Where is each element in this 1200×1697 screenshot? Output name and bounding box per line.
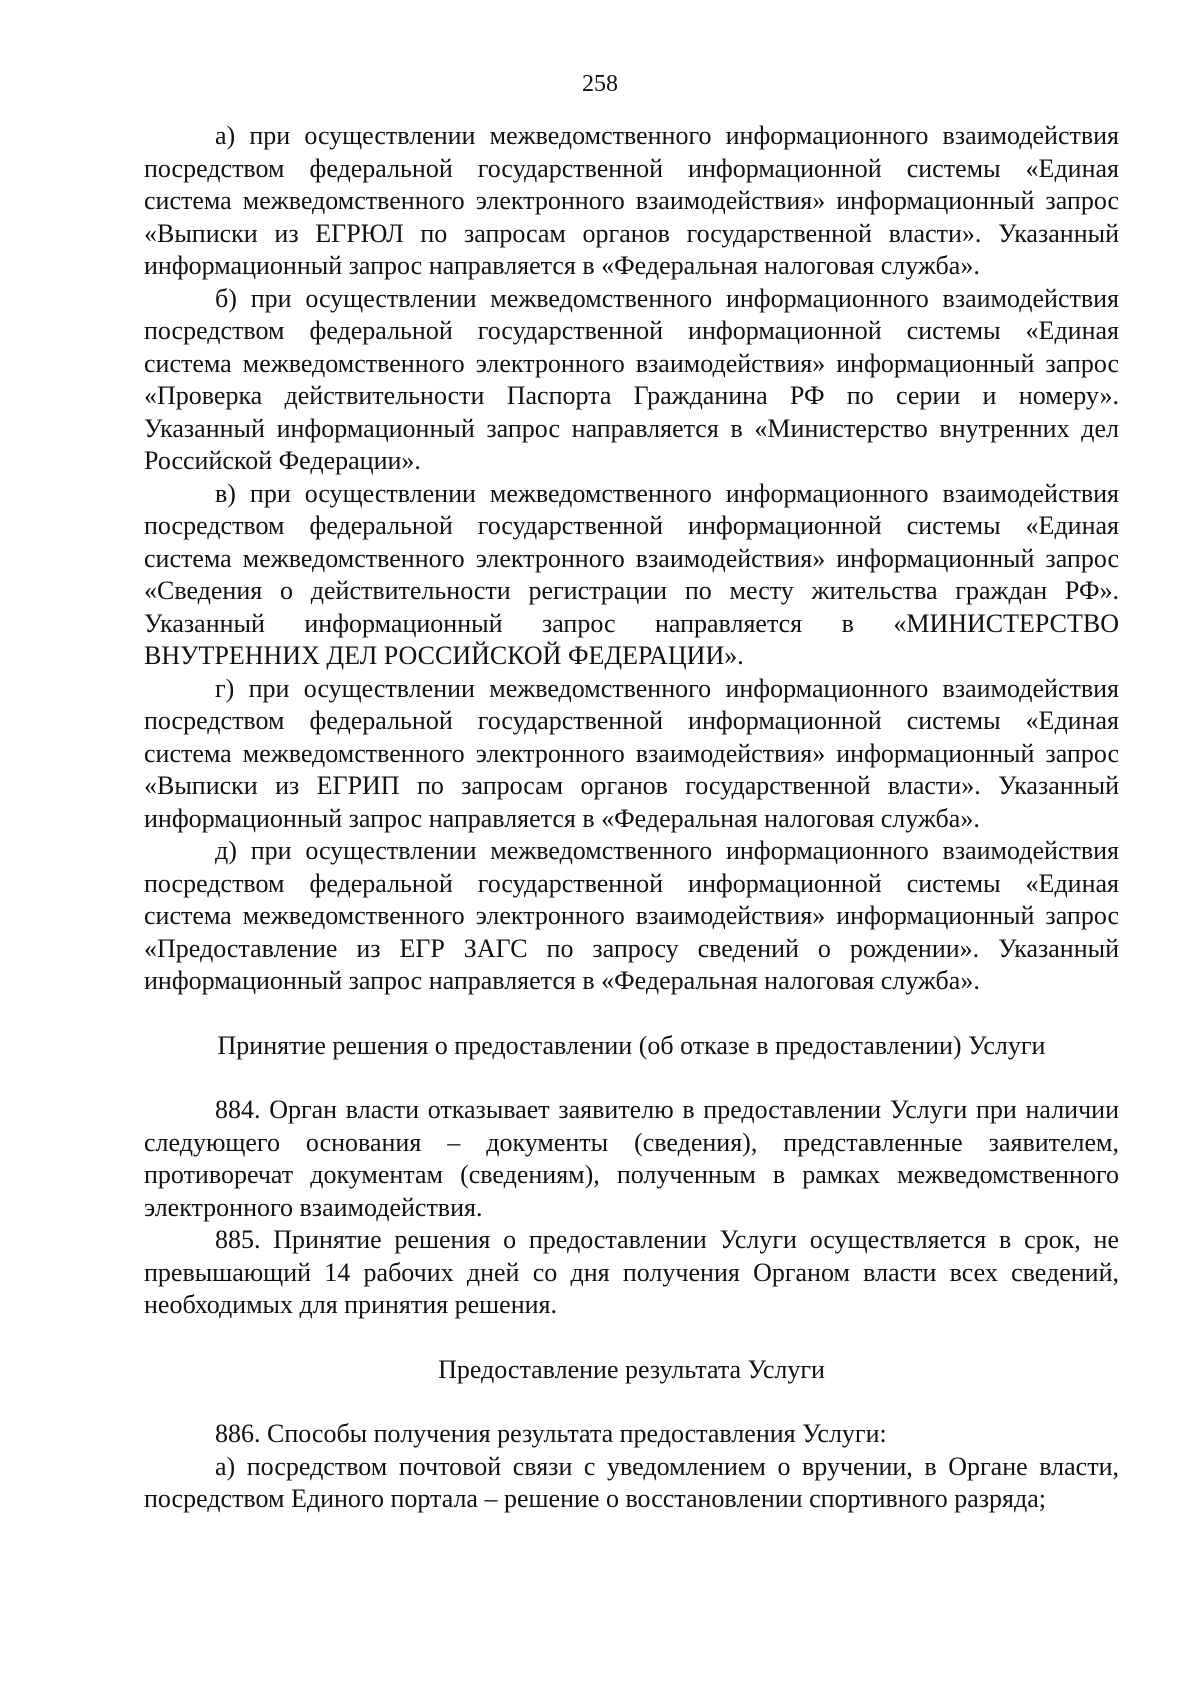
paragraph-item-v: в) при осуществлении межведомственного информационного взаимодействия посредством федеральной государственной информационной системы «Единая система межведомственного электронного взаимодействия» информационный запрос «Сведения о действительности регистрации по месту жительства граждан РФ». Указанный информационный запрос направляется в «МИНИСТЕРСТВО ВНУТРЕННИХ ДЕЛ РОССИЙСКОЙ ФЕДЕРАЦИИ».	[144, 478, 1119, 670]
page-number: 258	[582, 71, 618, 97]
paragraph-item-g: г) при осуществлении межведомственного информационного взаимодействия посредством федеральной государственной информационной системы «Единая система межведомственного электронного взаимодействия» информационный запрос «Выписки из ЕГРИП по запросам органов государственной власти». Указанный информационный запрос направляется в «Федеральная налоговая служба».	[144, 673, 1119, 833]
paragraph-886-a: а) посредством почтовой связи с уведомлением о вручении, в Органе власти, посредством Единого портала – решение о восстановлении спортивного разряда;	[144, 1451, 1119, 1513]
paragraph-884: 884. Орган власти отказывает заявителю в предоставлении Услуги при наличии следующего основания – документы (сведения), представленные заявителем, противоречат документам (сведениям), полученным в рамках межведомственного электронного взаимодействия.	[144, 1095, 1119, 1222]
paragraph-item-d: д) при осуществлении межведомственного информационного взаимодействия посредством федеральной государственной информационной системы «Единая система межведомственного электронного взаимодействия» информационный запрос «Предоставление из ЕГР ЗАГС по запросу сведений о рождении». Указанный информационный запрос направляется в «Федеральная налоговая служба».	[144, 836, 1119, 995]
section-heading-decision: Принятие решения о предоставлении (об отказе в предоставлении) Услуги	[217, 1030, 1046, 1060]
document-body	[144, 120, 1119, 1516]
paragraph-item-b: б) при осуществлении межведомственного информационного взаимодействия посредством федеральной государственной информационной системы «Единая система межведомственного электронного взаимодействия» информационный запрос «Проверка действительности Паспорта Гражданина РФ по серии и номеру». Указанный информационный запрос направляется в «Министерство внутренних дел Российской Федерации».	[144, 283, 1119, 475]
paragraph-item-a: а) при осуществлении межведомственного информационного взаимодействия посредством федеральной государственной информационной системы «Единая система межведомственного электронного взаимодействия» информационный запрос «Выписки из ЕГРЮЛ по запросам органов государственной власти». Указанный информационный запрос направляется в «Федеральная налоговая служба».	[144, 121, 1119, 280]
section-heading-result: Предоставление результата Услуги	[438, 1354, 825, 1384]
paragraph-885: 885. Принятие решения о предоставлении Услуги осуществляется в срок, не превышающий 14 рабочих дней со дня получения Органом власти всех сведений, необходимых для принятия решения.	[144, 1225, 1119, 1319]
paragraph-886: 886. Способы получения результата предоставления Услуги:	[215, 1419, 887, 1448]
